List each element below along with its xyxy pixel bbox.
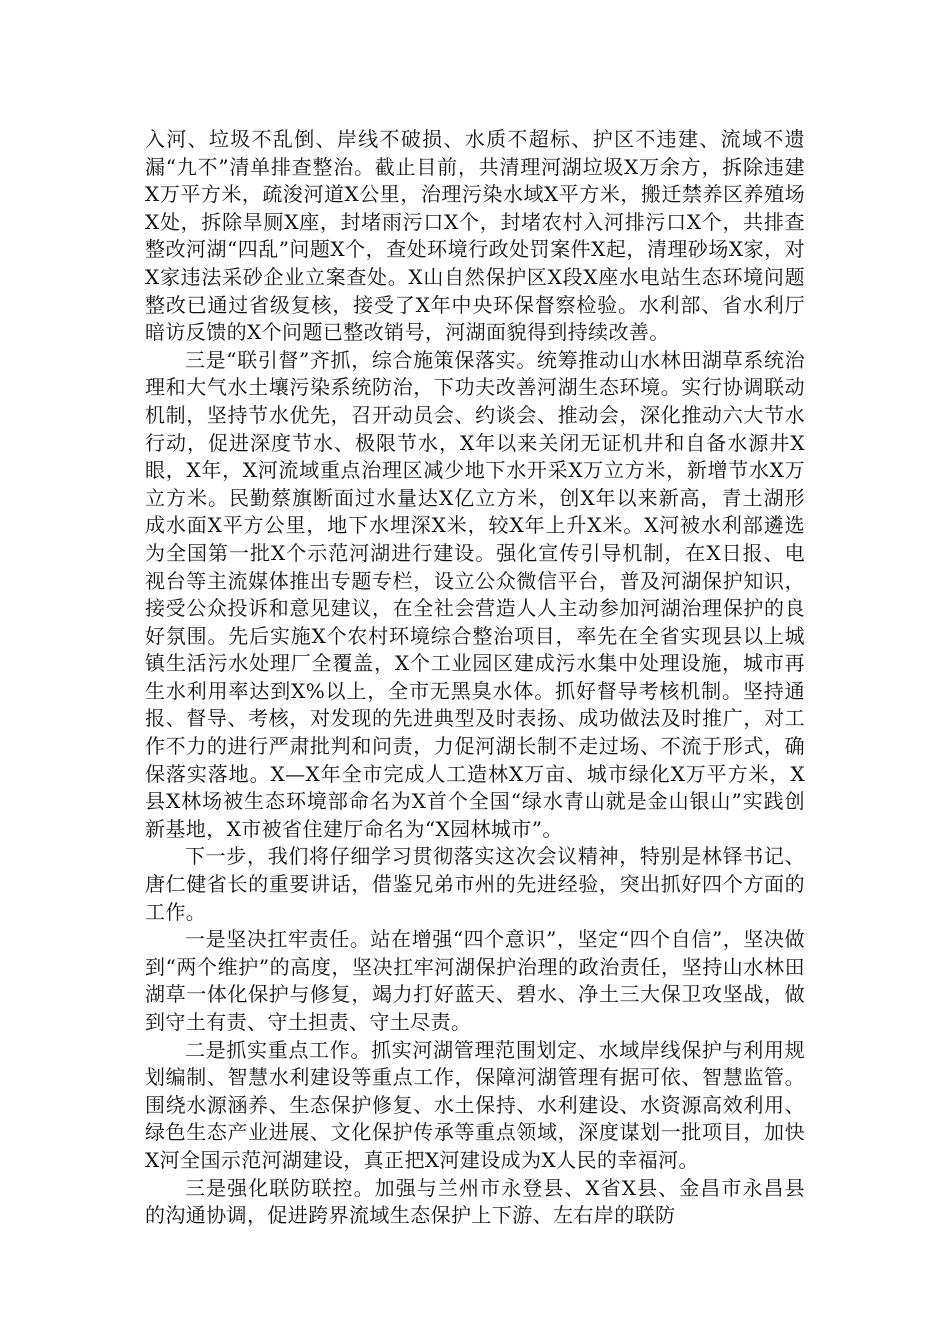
paragraph-4: 一是坚决扛牢责任。站在增强“四个意识”，坚定“四个自信”，坚决做到“两个维护”的高度，坚决扛牢河湖保护治理的政治责任，坚持山水林田湖草一体化保护与修复，竭力打好蓝天、碧水、净土三大保卫攻坚战，做到守土有责、守土担责、守土尽责。 (145, 927, 805, 1034)
document-body (145, 126, 805, 1230)
paragraph-2: 三是“联引督”齐抓，综合施策保落实。统筹推动山水林田湖草系统治理和大气水土壤污染系统防治，下功夫改善河湖生态环境。实行协调联动机制，坚持节水优先，召开动员会、约谈会、推动会，深化推动六大节水行动，促进深度节水、极限节水，X年以来关闭无证机井和自备水源井X眼，X年，X河流域重点治理区减少地下水开采X万立方米，新增节水X万立方米。民勤蔡旗断面过水量达X亿立方米，创X年以来新高，青土湖形成水面X平方公里，地下水埋深X米，较X年上升X米。X河被水利部遴选为全国第一批X个示范河湖进行建设。强化宣传引导机制，在X日报、电视台等主流媒体推出专题专栏，设立公众微信平台，普及河湖保护知识，接受公众投诉和意见建议，在全社会营造人人主动参加河湖治理保护的良好氛围。先后实施X个农村环境综合整治项目，率先在全省实现县以上城镇生活污水处理厂全覆盖，X个工业园区建成污水集中处理设施，城市再生水利用率达到X%以上，全市无黑臭水体。抓好督导考核机制。坚持通报、督导、考核，对发现的先进典型及时表扬、成功做法及时推广，对工作不力的进行严肃批判和问责，力促河湖长制不走过场、不流于形式，确保落实落地。X—X年全市完成人工造林X万亩、城市绿化X万平方米，X县X林场被生态环境部命名为X首个全国“绿水青山就是金山银山”实践创新基地，X市被省住建厅命名为“X园林城市”。 (145, 347, 805, 841)
paragraph-5: 二是抓实重点工作。抓实河湖管理范围划定、水域岸线保护与利用规划编制、智慧水利建设等重点工作，保障河湖管理有据可依、智慧监管。围绕水源涵养、生态保护修复、水土保持、水利建设、水资源高效利用、绿色生态产业进展、文化保护传承等重点领域，深度谋划一批项目，加快X河全国示范河湖建设，真正把X河建设成为X人民的幸福河。 (145, 1037, 805, 1172)
paragraph-3: 下一步，我们将仔细学习贯彻落实这次会议精神，特别是林铎书记、唐仁健省长的重要讲话，借鉴兄弟市州的先进经验，突出抓好四个方面的工作。 (145, 844, 805, 924)
paragraph-1: 入河、垃圾不乱倒、岸线不破损、水质不超标、护区不违建、流域不遗漏“九不”清单排查整治。截止目前，共清理河湖垃圾X万余方，拆除违建X万平方米，疏浚河道X公里，治理污染水域X平方米，搬迁禁养区养殖场X处，拆除旱厕X座，封堵雨污口X个，封堵农村入河排污口X个，共排查整改河湖“四乱”问题X个，查处环境行政处罚案件X起，清理砂场X家，对X家违法采砂企业立案查处。X山自然保护区X段X座水电站生态环境问题整改已通过省级复核，接受了X年中央环保督察检验。水利部、省水利厅暗访反馈的X个问题已整改销号，河湖面貌得到持续改善。 (145, 127, 805, 345)
paragraph-6: 三是强化联防联控。加强与兰州市永登县、X省X县、金昌市永昌县的沟通协调，促进跨界流域生态保护上下游、左右岸的联防 (145, 1175, 805, 1228)
